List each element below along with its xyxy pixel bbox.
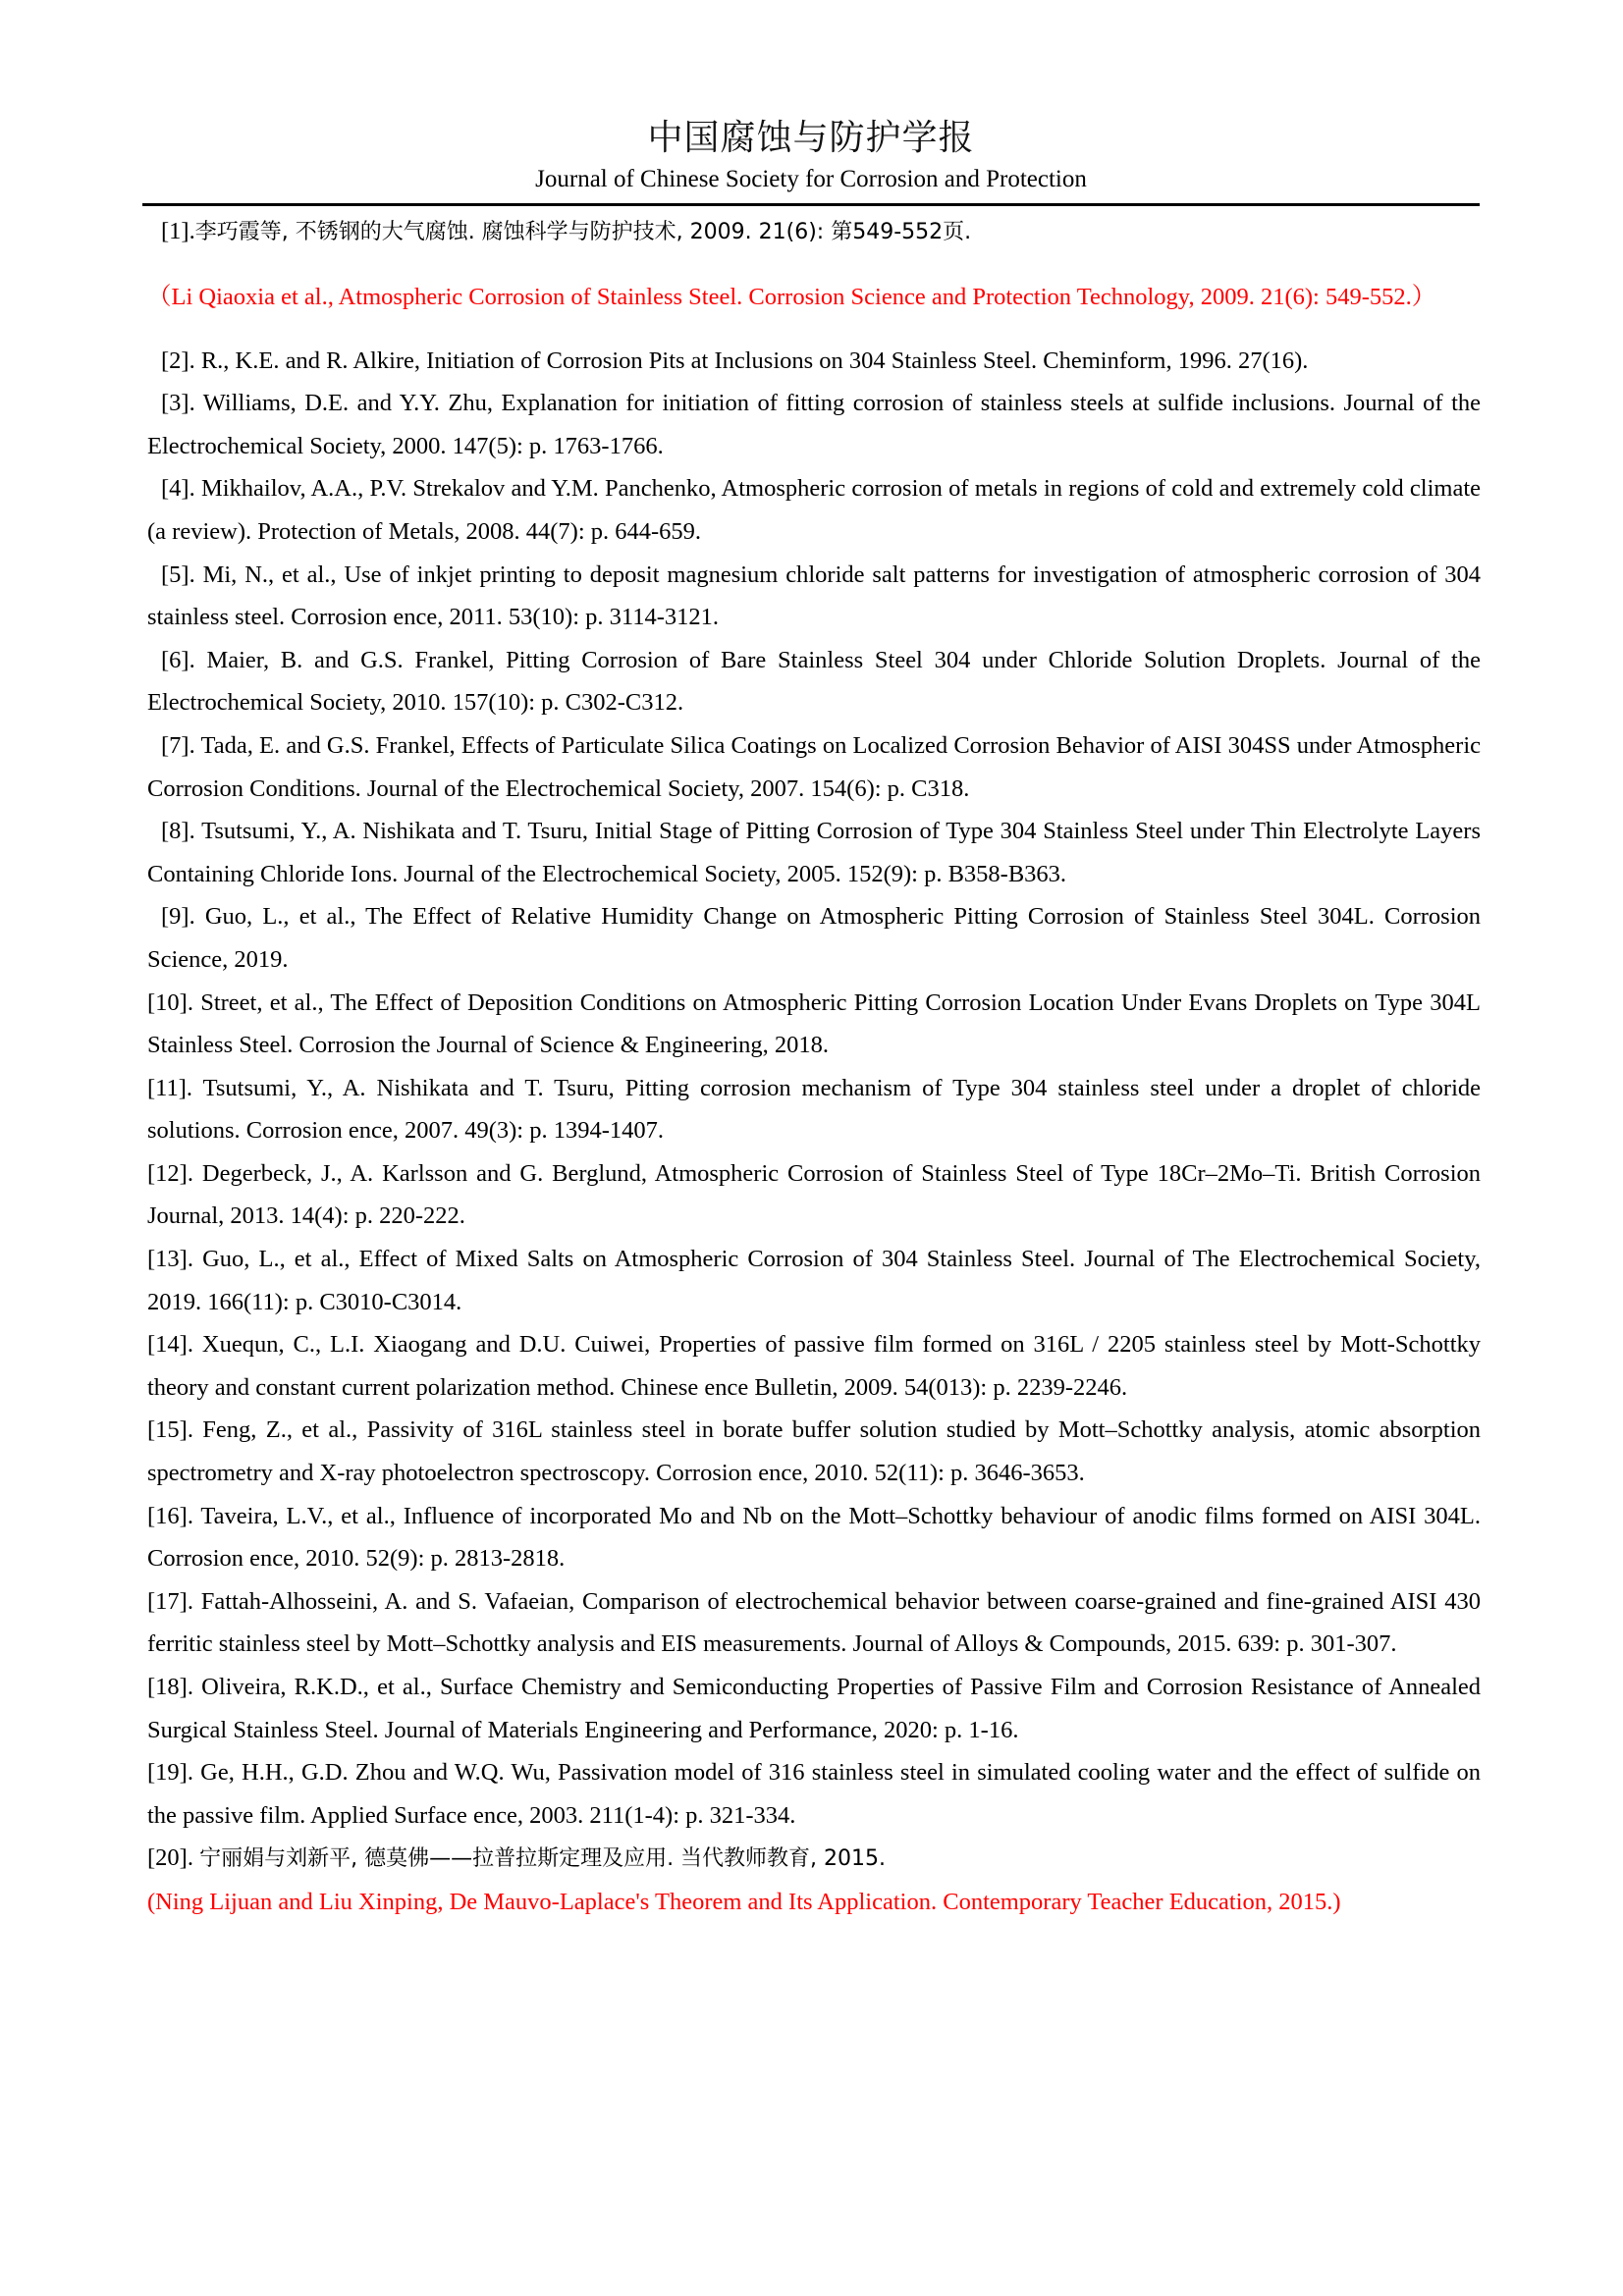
reference-label: [13]. <box>147 1246 193 1273</box>
reference-translation-1: （Li Qiaoxia et al., Atmospheric Corrosion of Stainless Steel. Corrosion Science and Protection Technology, 2009. 21(6): 549-552.） <box>147 283 1436 310</box>
reference-item-20 <box>147 1837 1481 1881</box>
reference-translation-20: (Ning Lijuan and Liu Xinping, De Mauvo-Laplace's Theorem and Its Application. Contemporary Teacher Education, 2015.) <box>147 1888 1341 1915</box>
reference-text: Tsutsumi, Y., A. Nishikata and T. Tsuru, Initial Stage of Pitting Corrosion of Type 304 Stainless Steel under Thin Electrolyte Layers Containing Chloride Ions. Journal of the Electrochemical Society, 2005. 152(9): p. B358-B363. <box>147 818 1481 887</box>
reference-label: [5]. <box>161 561 195 588</box>
reference-text: Mi, N., et al., Use of inkjet printing to deposit magnesium chloride salt patterns for investigation of atmospheric corrosion of 304 stainless steel. Corrosion ence, 2011. 53(10): p. 3114-3121. <box>147 561 1482 631</box>
reference-label: [9]. <box>161 903 195 931</box>
reference-label: [14]. <box>147 1331 193 1359</box>
reference-item-5 <box>147 554 1481 639</box>
reference-text: Oliveira, R.K.D., et al., Surface Chemistry and Semiconducting Properties of Passive Film and Corrosion Resistance of Annealed Surgical Stainless Steel. Journal of Materials Engineering and Performance, 2020: p. 1-16. <box>147 1674 1482 1743</box>
reference-item-10 <box>147 982 1481 1067</box>
reference-text: R., K.E. and R. Alkire, Initiation of Corrosion Pits at Inclusions on 304 Stainless Steel. Cheminform, 1996. 27(16). <box>200 347 1309 374</box>
reference-text: Mikhailov, A.A., P.V. Strekalov and Y.M. Panchenko, Atmospheric corrosion of metals in regions of cold and extremely cold climate (a review). Protection of Metals, 2008. 44(7): p. 644-659. <box>147 475 1481 545</box>
reference-item-12 <box>147 1152 1481 1238</box>
reference-text: Maier, B. and G.S. Frankel, Pitting Corrosion of Bare Stainless Steel 304 under Chloride Solution Droplets. Journal of the Electrochemical Society, 2010. 157(10): p. C302-C312. <box>147 646 1481 717</box>
reference-label: [6]. <box>161 646 195 673</box>
journal-title-cn: 中国腐蚀与防护学报 <box>647 118 975 158</box>
reference-label: [11]. <box>147 1074 193 1101</box>
reference-text: Feng, Z., et al., Passivity of 316L stainless steel in borate buffer solution studied by Mott–Schottky analysis, atomic absorption spectrometry and X-ray photoelectron spectroscopy. Corrosion ence, 2010. 52(11): p. 3646-3653. <box>147 1416 1482 1487</box>
reference-item-16 <box>147 1495 1481 1580</box>
reference-text: Guo, L., et al., The Effect of Relative Humidity Change on Atmospheric Pitting Corrosion of Stainless Steel 304L. Corrosion Science, 2019. <box>147 903 1481 973</box>
reference-item-11 <box>147 1067 1481 1152</box>
reference-label: [7]. <box>161 731 195 759</box>
reference-text: Guo, L., et al., Effect of Mixed Salts on Atmospheric Corrosion of 304 Stainless Steel. Journal of The Electrochemical Society, 2019. 166(11): p. C3010-C3014. <box>147 1246 1482 1315</box>
reference-item-2 <box>147 340 1481 383</box>
reference-text: Tsutsumi, Y., A. Nishikata and T. Tsuru, Pitting corrosion mechanism of Type 304 stainless steel under a droplet of chloride solutions. Corrosion ence, 2007. 49(3): p. 1394-1407. <box>147 1074 1481 1145</box>
reference-item-3 <box>147 382 1481 467</box>
reference-text: Fattah-Alhosseini, A. and S. Vafaeian, Comparison of electrochemical behavior between coarse-grained and fine-grained AISI 430 ferritic stainless steel by Mott–Schottky analysis and EIS measurements. Journal of Alloys & Compounds, 2015. 639: p. 301-307. <box>147 1587 1482 1658</box>
journal-title-en: Journal of Chinese Society for Corrosion and Protection <box>535 166 1087 192</box>
reference-text: Degerbeck, J., A. Karlsson and G. Berglund, Atmospheric Corrosion of Stainless Steel of Type 18Cr–2Mo–Ti. British Corrosion Journal, 2013. 14(4): p. 220-222. <box>147 1159 1482 1230</box>
reference-label: [4]. <box>161 475 195 503</box>
reference-text: 宁丽娟与刘新平, 德莫佛——拉普拉斯定理及应用. 当代教师教育, 2015. <box>199 1846 887 1872</box>
reference-label: [3]. <box>161 390 195 417</box>
reference-label: [16]. <box>147 1502 193 1529</box>
reference-label: [20]. <box>147 1844 193 1872</box>
reference-label: [15]. <box>147 1416 193 1444</box>
reference-label: [17]. <box>147 1587 193 1615</box>
reference-label: [12]. <box>147 1159 193 1187</box>
reference-text: Ge, H.H., G.D. Zhou and W.Q. Wu, Passivation model of 316 stainless steel in simulated cooling water and the effect of sulfide on the passive film. Applied Surface ence, 2003. 211(1-4): p. 321-334. <box>147 1759 1481 1829</box>
reference-label: [8]. <box>161 818 195 845</box>
reference-label: [1]. <box>161 218 195 244</box>
reference-item-6 <box>147 639 1481 724</box>
reference-text: 李巧霞等, 不锈钢的大气腐蚀. 腐蚀科学与防护技术, 2009. 21(6): 第549-552页. <box>194 220 972 244</box>
header-divider <box>142 203 1480 206</box>
reference-item-1 <box>147 210 1481 254</box>
reference-item-9 <box>147 895 1481 981</box>
journal-header <box>142 116 1480 196</box>
reference-label: [18]. <box>147 1674 193 1700</box>
reference-label: [19]. <box>147 1759 193 1787</box>
reference-text: Street, et al., The Effect of Deposition Conditions on Atmospheric Pitting Corrosion Location Under Evans Droplets on Type 304L Stainless Steel. Corrosion the Journal of Science & Engineering, 2018. <box>147 988 1482 1059</box>
reference-item-4 <box>147 467 1481 553</box>
reference-item-14 <box>147 1323 1481 1409</box>
reference-list <box>147 210 1481 1924</box>
reference-text: Tada, E. and G.S. Frankel, Effects of Particulate Silica Coatings on Localized Corrosion Behavior of AISI 304SS under Atmospheric Corrosion Conditions. Journal of the Electrochemical Society, 2007. 154(6): p. C318. <box>147 731 1481 802</box>
reference-label: [2]. <box>161 347 195 374</box>
reference-label: [10]. <box>147 988 193 1016</box>
reference-text: Williams, D.E. and Y.Y. Zhu, Explanation for initiation of fitting corrosion of stainless steels at sulfide inclusions. Journal of the Electrochemical Society, 2000. 147(5): p. 1763-1766. <box>147 390 1481 459</box>
reference-item-18 <box>147 1666 1481 1751</box>
reference-item-19 <box>147 1751 1481 1837</box>
reference-item-8 <box>147 810 1481 895</box>
reference-item-13 <box>147 1238 1481 1323</box>
reference-item-17 <box>147 1580 1481 1666</box>
reference-item-15 <box>147 1409 1481 1494</box>
reference-text: Taveira, L.V., et al., Influence of incorporated Mo and Nb on the Mott–Schottky behaviour of anodic films formed on AISI 304L. Corrosion ence, 2010. 52(9): p. 2813-2818. <box>147 1502 1481 1573</box>
reference-item-7 <box>147 724 1481 810</box>
reference-text: Xuequn, C., L.I. Xiaogang and D.U. Cuiwei, Properties of passive film formed on 316L / 2205 stainless steel by Mott-Schottky theory and constant current polarization method. Chinese ence Bulletin, 2009. 54(013): p. 2239-2246. <box>147 1331 1482 1401</box>
